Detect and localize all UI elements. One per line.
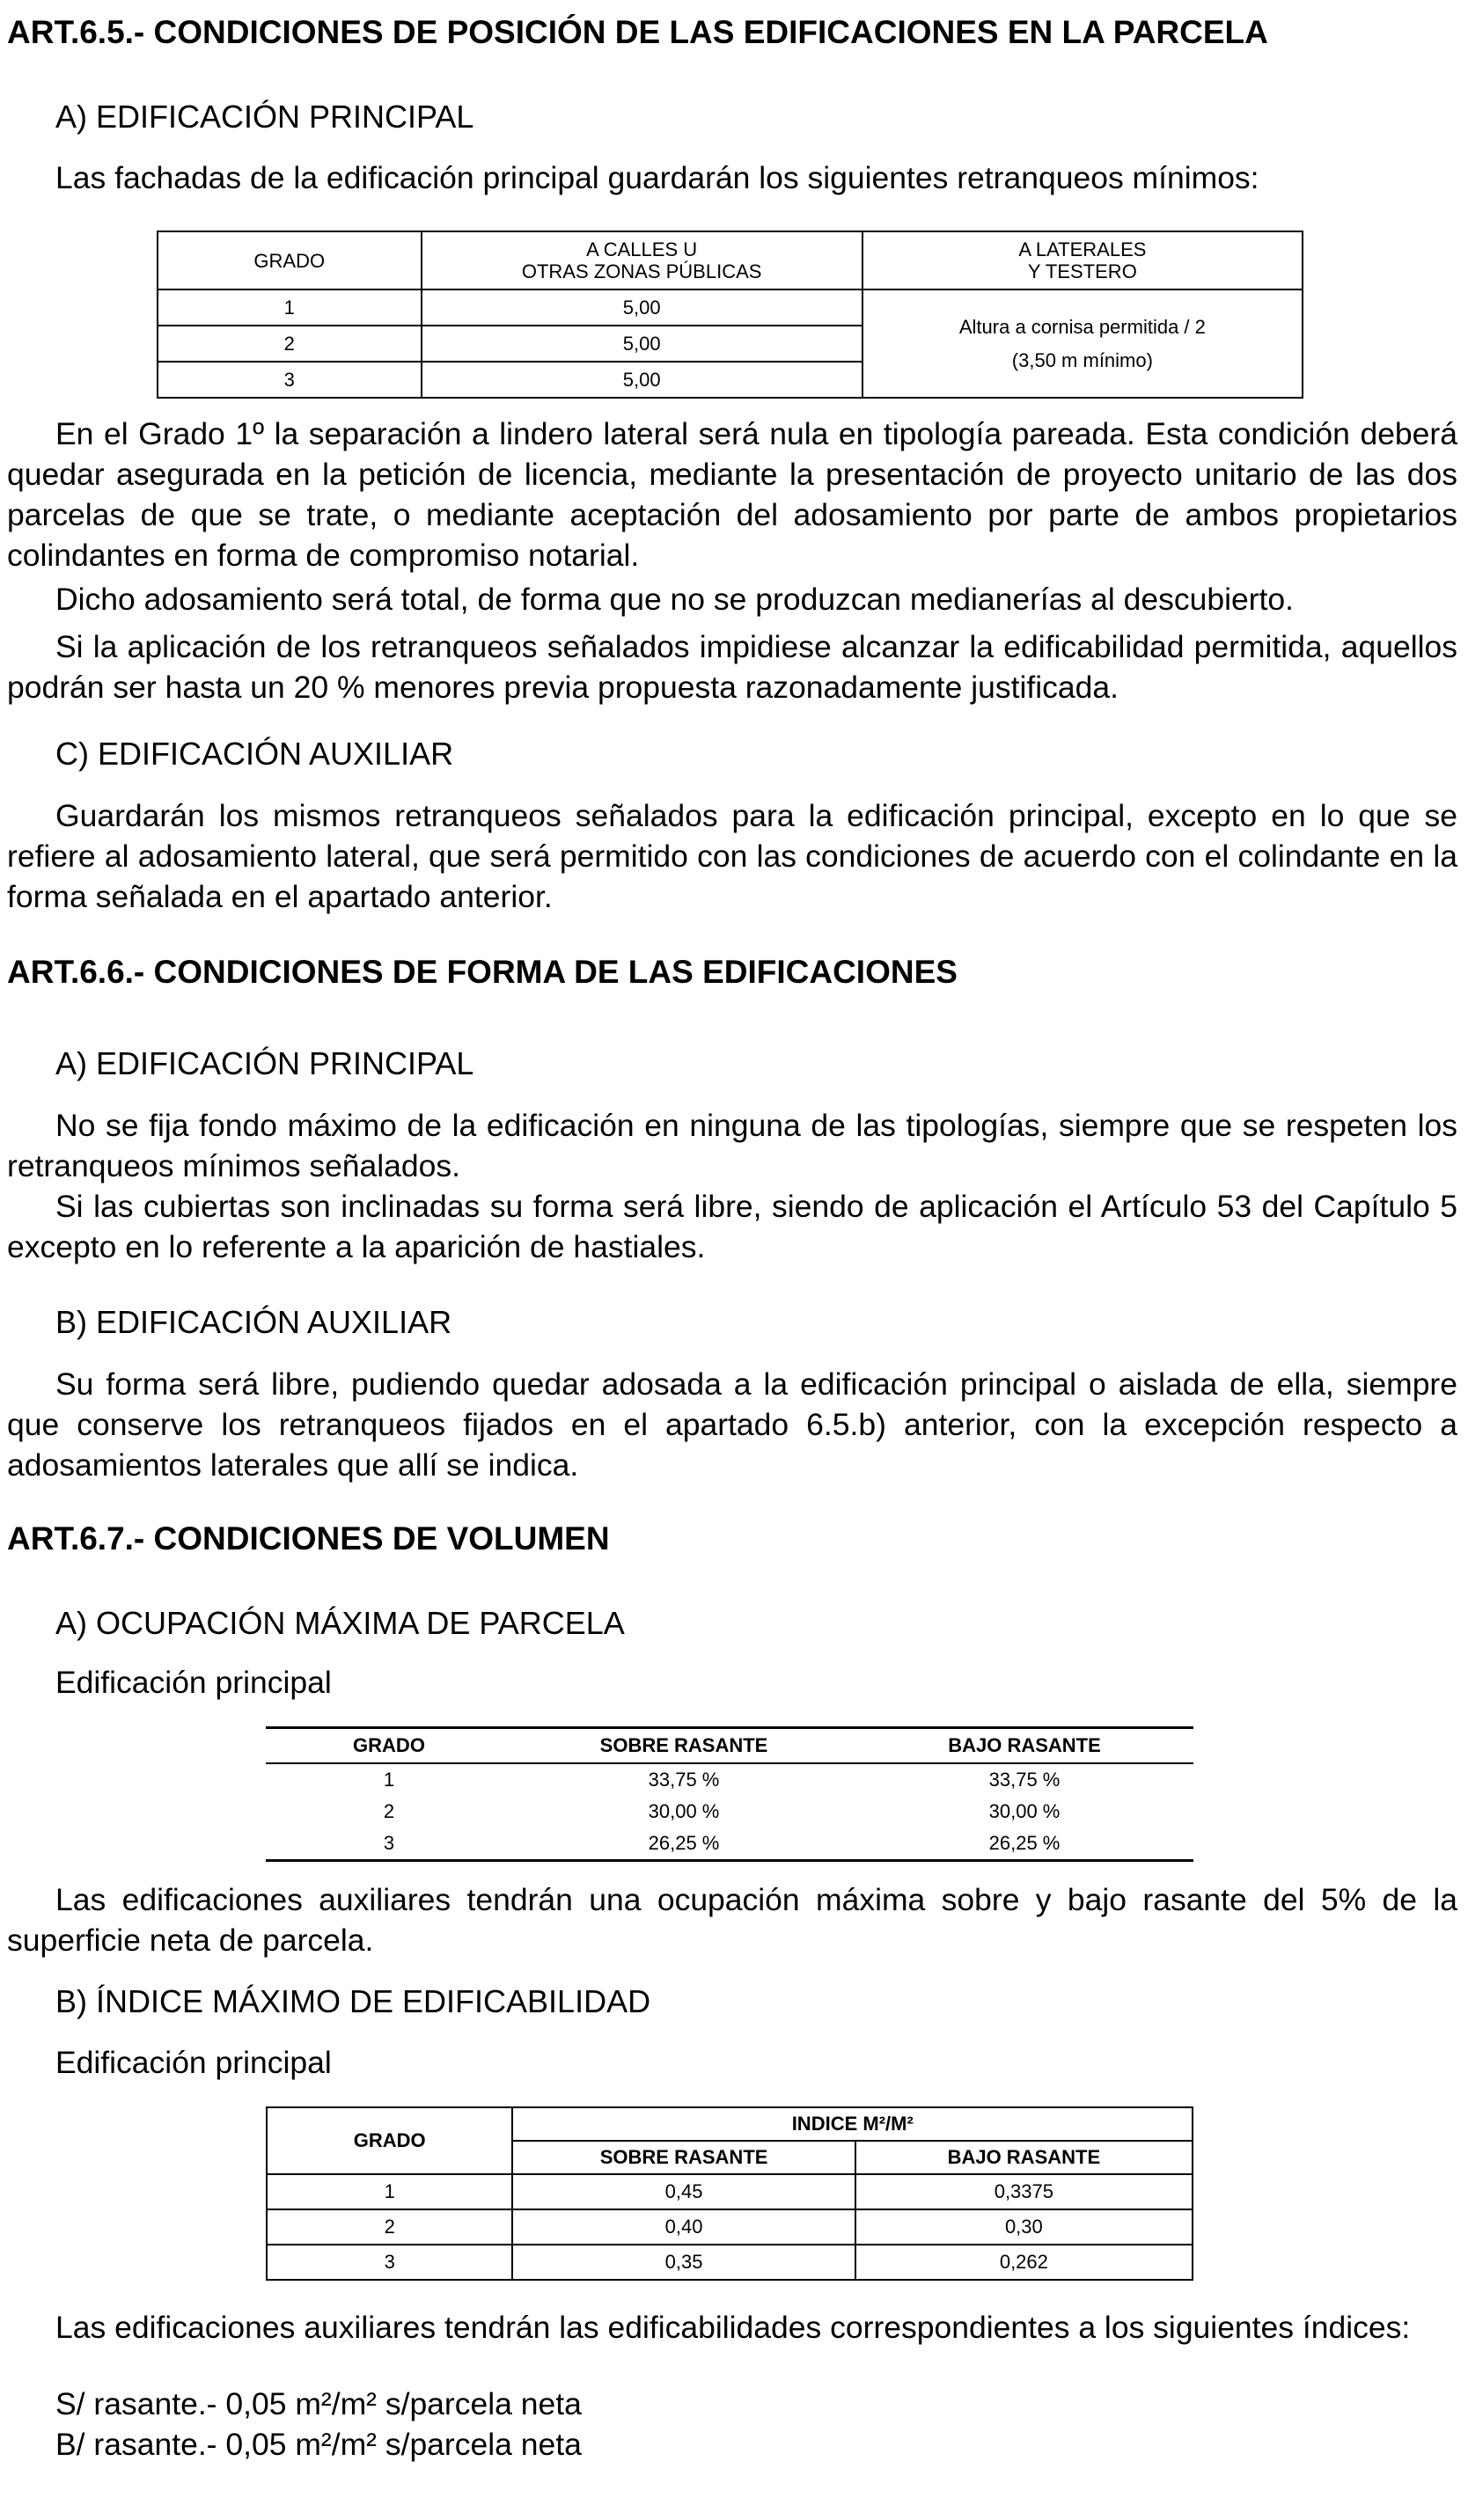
table-header-row — [267, 2107, 1193, 2141]
cell-laterales — [862, 289, 1303, 398]
cell-grado: 1 — [383, 1769, 395, 1791]
cell-sobre: 0,35 — [512, 2245, 855, 2280]
cell-grado: 3 — [266, 1828, 512, 1861]
cell-bajo: 26,25 % — [855, 1828, 1193, 1861]
art-6-7-section-a-title: A) OCUPACIÓN MÁXIMA DE PARCELA — [55, 1605, 625, 1641]
art-6-6-para-2: Si las cubiertas son inclinadas su forma será libre, siendo de aplicación el Artículo 53 del Capítulo 5 excepto en lo referente a la aparición de hastiales. — [7, 1189, 1457, 1264]
art-6-5-section-c-title: C) EDIFICACIÓN AUXILIAR — [55, 736, 454, 772]
art-6-5-para-1: En el Grado 1º la separación a lindero lateral será nula en tipología pareada. Esta condición deberá quedar asegurada en la petición de licencia, mediante la presentación de proyecto unitario de las dos parcelas de que se trate, o mediante aceptación del adosamiento por parte de ambos propietarios colindantes en forma de compromiso notarial. — [7, 416, 1457, 573]
art-6-7-para-a: Las edificaciones auxiliares tendrán una ocupación máxima sobre y bajo rasante del 5% de la superficie neta de parcela. — [7, 1882, 1457, 1958]
cell-bajo: 0,262 — [855, 2245, 1193, 2280]
cell-sobre: 0,45 — [512, 2174, 855, 2209]
header-sobre-rasante: SOBRE RASANTE — [512, 2141, 855, 2174]
header-grado: GRADO — [266, 1728, 512, 1764]
table-header-row — [158, 231, 1303, 289]
cell-bajo: 30,00 % — [988, 1800, 1061, 1822]
laterales-line2: (3,50 m mínimo) — [1011, 348, 1153, 371]
cell-grado: 2 — [267, 2209, 512, 2245]
art-6-5-para-4: Guardarán los mismos retranqueos señalados para la edificación principal, excepto en lo que se refiere al adosamiento lateral, que será permitido con las condiciones de acuerdo con el colindante en la forma señalada en el apartado anterior. — [7, 798, 1457, 914]
header-bajo-rasante: BAJO RASANTE — [855, 1728, 1193, 1764]
header-calles-line2: OTRAS ZONAS PÚBLICAS — [521, 260, 762, 282]
table-row — [266, 1763, 1193, 1796]
header-indice: INDICE M²/M² — [512, 2107, 1193, 2141]
art-6-6-section-b-title: B) EDIFICACIÓN AUXILIAR — [55, 1304, 452, 1340]
cell-sobre: 0,40 — [512, 2209, 855, 2245]
cell-calles: 5,00 — [422, 326, 862, 362]
cell-bajo: 0,3375 — [855, 2174, 1193, 2209]
art-6-5-para-3: Si la aplicación de los retranqueos señalados impidiese alcanzar la edificabilidad permitida, aquellos podrán ser hasta un 20 % menores previa propuesta razonadamente justificada. — [7, 629, 1457, 705]
header-calles — [422, 231, 862, 289]
laterales-line1: Altura a cornisa permitida / 2 — [958, 315, 1206, 338]
cell-grado: 3 — [158, 362, 422, 398]
cell-grado: 2 — [158, 326, 422, 362]
cell-calles: 5,00 — [422, 289, 862, 326]
header-laterales-line2: Y TESTERO — [1027, 260, 1137, 282]
table-row — [267, 2174, 1193, 2209]
header-laterales — [862, 231, 1303, 289]
table-header-row — [266, 1728, 1193, 1764]
art-6-7-sub-a: Edificación principal — [55, 1665, 332, 1700]
header-laterales-line1: A LATERALES — [1018, 238, 1147, 260]
cell-bajo: 0,30 — [855, 2209, 1193, 2245]
art-6-6-section-a-title: A) EDIFICACIÓN PRINCIPAL — [55, 1045, 474, 1081]
header-grado: GRADO — [267, 2107, 512, 2174]
art-6-5-intro: Las fachadas de la edificación principal guardarán los siguientes retranqueos mínimos: — [55, 160, 1259, 195]
art-6-7-line-sobre: S/ rasante.- 0,05 m²/m² s/parcela neta — [55, 2386, 582, 2421]
art-6-7-sub-b: Edificación principal — [55, 2045, 332, 2080]
table-row — [158, 289, 1303, 326]
cell-sobre: 30,00 % — [648, 1800, 720, 1822]
table-row — [266, 1828, 1193, 1861]
cell-calles: 5,00 — [422, 362, 862, 398]
cell-sobre: 33,75 % — [648, 1769, 720, 1791]
art-6-6-heading: ART.6.6.- CONDICIONES DE FORMA DE LAS EDIFICACIONES — [7, 954, 958, 990]
cell-grado: 1 — [158, 289, 422, 326]
art-6-5-heading: ART.6.5.- CONDICIONES DE POSICIÓN DE LAS EDIFICACIONES EN LA PARCELA — [7, 14, 1268, 50]
ocupacion-table — [266, 1726, 1193, 1862]
art-6-7-line-bajo: B/ rasante.- 0,05 m²/m² s/parcela neta — [55, 2427, 582, 2462]
header-bajo-rasante: BAJO RASANTE — [855, 2141, 1193, 2174]
table-row — [267, 2245, 1193, 2280]
cell-grado: 1 — [267, 2174, 512, 2209]
art-6-6-para-3: Su forma será libre, pudiendo quedar adosada a la edificación principal o aislada de ella, siempre que conserve los retranqueos fijados en el apartado 6.5.b) anterior, con la excepción respecto a adosamientos laterales que allí se indica. — [7, 1366, 1457, 1483]
header-grado: GRADO — [158, 231, 422, 289]
art-6-6-para-1: No se fija fondo máximo de la edificación en ninguna de las tipologías, siempre que se respeten los retranqueos mínimos señalados. — [7, 1108, 1457, 1183]
retranqueos-table — [157, 231, 1303, 399]
edificabilidad-table — [266, 2106, 1193, 2281]
cell-bajo: 33,75 % — [988, 1769, 1061, 1791]
table-row — [266, 1796, 1193, 1828]
cell-grado: 2 — [383, 1800, 395, 1822]
art-6-7-heading: ART.6.7.- CONDICIONES DE VOLUMEN — [7, 1520, 610, 1557]
cell-grado: 3 — [267, 2245, 512, 2280]
table-row — [267, 2209, 1193, 2245]
header-sobre-rasante: SOBRE RASANTE — [512, 1728, 855, 1764]
art-6-5-para-2: Dicho adosamiento será total, de forma que no se produzcan medianerías al descubierto. — [55, 582, 1295, 617]
cell-sobre: 26,25 % — [512, 1828, 855, 1861]
art-6-5-section-a-title: A) EDIFICACIÓN PRINCIPAL — [55, 99, 474, 135]
header-calles-line1: A CALLES U — [586, 238, 698, 260]
art-6-7-section-b-title: B) ÍNDICE MÁXIMO DE EDIFICABILIDAD — [55, 1983, 651, 2019]
art-6-7-para-b: Las edificaciones auxiliares tendrán las edificabilidades correspondientes a los siguientes índices: — [55, 2310, 1411, 2345]
